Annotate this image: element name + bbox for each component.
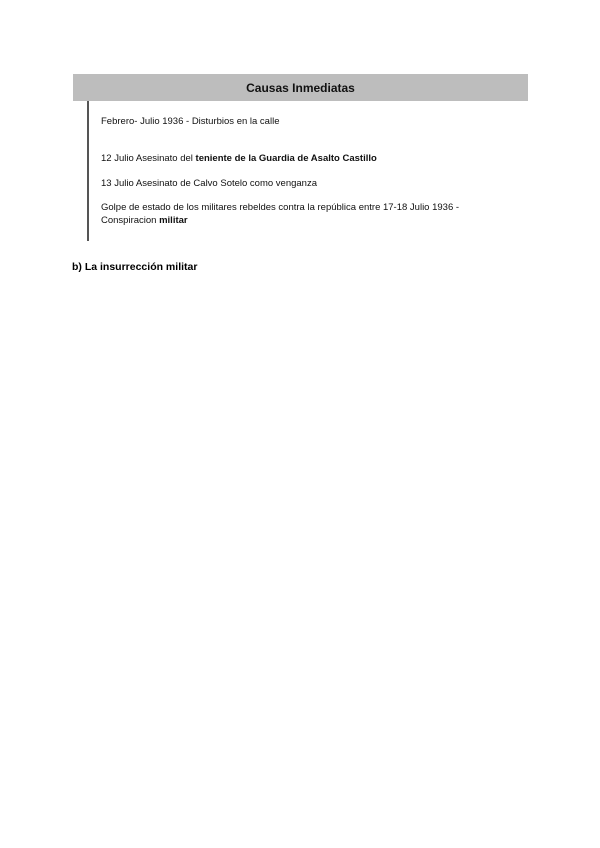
causes-list — [87, 101, 530, 241]
cause-text-bold: militar — [159, 215, 188, 226]
cause-text-bold: teniente de la Guardia de Asalto Castillo — [195, 153, 377, 164]
cause-item — [101, 152, 501, 165]
cause-text: Febrero- Julio 1936 - Disturbios en la calle — [101, 116, 280, 127]
cause-item — [101, 115, 501, 128]
section-title: Causas Inmediatas — [73, 74, 528, 101]
subheading: b) La insurrección militar — [72, 261, 198, 273]
cause-item — [101, 177, 501, 190]
cause-text: 13 Julio Asesinato de Calvo Sotelo como venganza — [101, 178, 317, 189]
cause-text: 12 Julio Asesinato del — [101, 153, 196, 164]
cause-item — [101, 201, 501, 227]
cause-text: Golpe de estado de los militares rebeldes contra la república entre 17-18 Julio 1936 - Conspiracion — [101, 202, 460, 226]
